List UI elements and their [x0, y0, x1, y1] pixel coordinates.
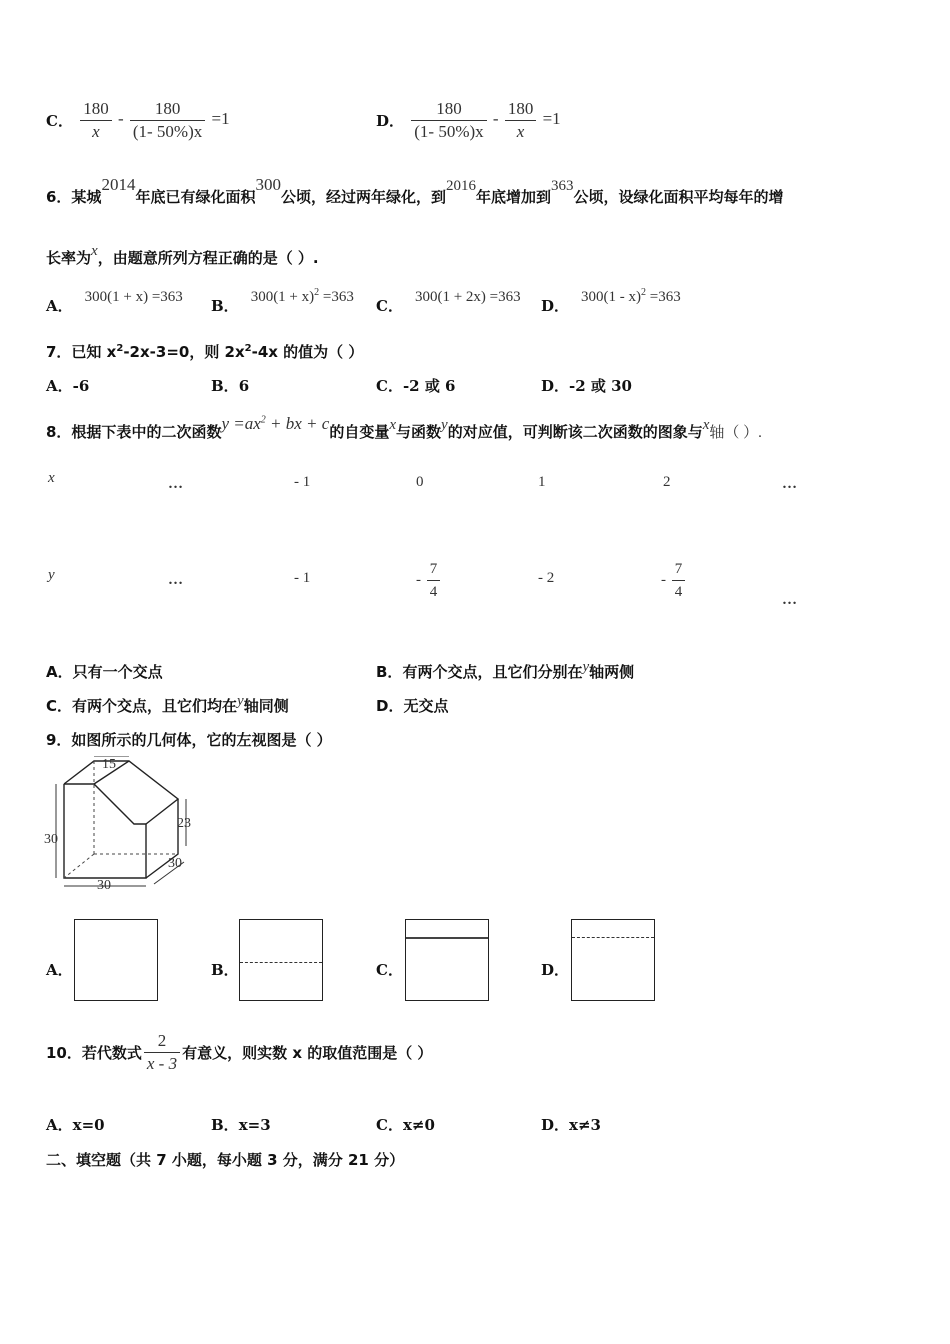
minus-sign: -	[117, 109, 124, 129]
function-expression: y =ax	[221, 414, 261, 433]
text: 有意义，则实数 x 的取值范围是（ ）	[182, 1044, 433, 1062]
option-text: 有两个交点，且它们均在	[72, 697, 238, 715]
minus-sign: -	[661, 572, 666, 588]
option-text: x=3	[238, 1116, 271, 1134]
table-cell: …	[168, 476, 183, 492]
hidden-line	[240, 962, 322, 963]
fraction-numerator: 180	[411, 98, 486, 121]
variable-x: x	[702, 417, 710, 433]
exponent: 2	[244, 343, 252, 354]
variable-x: x	[389, 417, 396, 433]
option-text: x=0	[72, 1116, 105, 1134]
equals-one: =1	[542, 109, 561, 129]
variable-y: y	[237, 693, 244, 709]
text: ，由题意所列方程正确的是（ ）.	[97, 249, 319, 267]
option-text: 6	[238, 377, 250, 395]
option-label: D．	[541, 297, 570, 315]
q10-option-b	[211, 1114, 271, 1135]
exponent: 2	[116, 343, 124, 354]
option-label: C．	[376, 377, 403, 395]
option-label: B．	[211, 1116, 239, 1134]
text: 与函数	[396, 423, 442, 441]
table-cell: 1	[538, 474, 546, 490]
q10-option-c	[376, 1114, 435, 1135]
text: 年底已有绿化面积	[135, 188, 256, 206]
area-value: 300	[255, 175, 281, 194]
q8-option-b	[376, 661, 634, 682]
variable-x: x	[91, 243, 98, 259]
q8-stem	[46, 414, 762, 442]
variable-y: y	[441, 417, 448, 433]
table-cell: - 1	[294, 474, 311, 490]
q6-option-d	[541, 285, 681, 315]
hidden-line	[572, 937, 654, 938]
option-label: C．	[376, 1116, 403, 1134]
exponent: 2	[260, 414, 266, 426]
table-cell: - 1	[294, 570, 311, 586]
q8-option-d	[376, 695, 448, 716]
exponent: 2	[641, 287, 647, 298]
q10-stem	[46, 1030, 432, 1075]
q6-option-c	[376, 285, 521, 315]
minus-sign: -	[492, 109, 499, 129]
q9-option-b-label: B．	[211, 961, 239, 979]
minus-sign: -	[416, 572, 421, 588]
q9-option-d-view	[571, 919, 655, 1001]
fraction-numerator: 180	[130, 98, 205, 121]
fraction-denominator: x	[92, 122, 100, 141]
q8-option-a	[46, 661, 163, 682]
fraction-numerator: 180	[80, 98, 112, 121]
q9-option-a-view	[74, 919, 158, 1001]
fraction-numerator: 7	[672, 558, 686, 581]
q5-option-d	[376, 98, 561, 143]
text: 7．已知 x	[46, 343, 117, 361]
text: 的自变量	[329, 423, 390, 441]
text: -2x-3=0，则 2x	[123, 343, 245, 361]
text: 公顷，经过两年绿化，到	[280, 188, 446, 206]
q10-option-d	[541, 1114, 601, 1135]
q6-stem-line1	[46, 175, 784, 207]
q7-option-b	[211, 375, 249, 396]
text: 公顷，设绿化面积平均每年的增	[573, 188, 784, 206]
equation: 300(1 - x)	[581, 289, 642, 305]
q9-option-a-label: A．	[46, 961, 73, 979]
option-text: x≠0	[402, 1116, 435, 1134]
q5-option-c	[46, 98, 230, 143]
option-text: -6	[72, 377, 90, 395]
table-cell: - 2	[538, 570, 555, 586]
equation: 300(1 + 2x) =363	[414, 289, 521, 305]
text: 8．根据下表中的二次函数	[46, 423, 222, 441]
table-cell-fraction	[416, 558, 442, 603]
variable-y: y	[582, 659, 590, 675]
table-cell: …	[782, 476, 797, 492]
q10-option-a	[46, 1114, 105, 1135]
option-label: A．	[46, 663, 73, 681]
q7-option-c	[376, 375, 456, 396]
table-cell: 2	[663, 474, 671, 490]
q9-option-c-label: C．	[376, 961, 403, 979]
area-value: 363	[550, 178, 574, 194]
visible-line	[406, 937, 488, 939]
option-text: x≠3	[569, 1116, 601, 1134]
dim-label-top: 15	[102, 757, 116, 772]
option-text: 轴同侧	[243, 697, 289, 715]
fraction-denominator: (1- 50%)x	[132, 122, 203, 141]
fraction-numerator: 180	[505, 98, 537, 121]
text: 长率为	[46, 249, 92, 267]
q6-stem-line2	[46, 243, 319, 268]
equation: 300(1 + x)	[250, 289, 315, 305]
front-face-edge	[64, 784, 146, 878]
q7-option-a	[46, 375, 89, 396]
table-x-label: x	[48, 470, 55, 486]
exponent: 2	[314, 287, 320, 298]
table-y-label: y	[48, 567, 55, 583]
q6-option-b	[211, 285, 354, 315]
option-label: C．	[46, 111, 73, 130]
fraction-denominator: 4	[429, 584, 438, 600]
option-text: -2 或 6	[402, 377, 456, 395]
section-heading: 二、填空题（共 7 小题，每小题 3 分，满分 21 分）	[46, 1151, 405, 1169]
option-label: D．	[376, 111, 405, 130]
q8-option-c	[46, 695, 289, 716]
fraction-denominator: 4	[674, 584, 683, 600]
equals-one: =1	[211, 109, 230, 129]
option-label: A．	[46, 377, 73, 395]
option-text: -2 或 30	[569, 377, 632, 395]
q6-option-a	[46, 285, 183, 315]
fraction-denominator: x - 3	[146, 1054, 178, 1073]
option-label: B．	[211, 377, 239, 395]
fraction-numerator: 7	[427, 558, 441, 581]
dim-label-depth: 30	[168, 856, 182, 871]
option-label: A．	[46, 1116, 73, 1134]
fraction-numerator: 2	[144, 1030, 180, 1053]
fraction-denominator: x	[516, 122, 525, 141]
text: 轴（ ）.	[709, 425, 762, 441]
text: 年底增加到	[475, 188, 551, 206]
q7-stem	[46, 341, 363, 362]
option-text: 无交点	[403, 697, 449, 715]
option-text: 只有一个交点	[72, 663, 163, 681]
option-label: C．	[46, 697, 73, 715]
hidden-edge	[64, 854, 94, 878]
top-face-edge	[64, 761, 178, 824]
text: 6．某城	[46, 188, 102, 206]
year-value: 2016	[445, 178, 476, 194]
option-label: D．	[541, 1116, 570, 1134]
option-label: C．	[376, 297, 403, 315]
q7-option-d	[541, 375, 632, 396]
table-cell-fraction	[661, 558, 687, 603]
option-label: B．	[211, 297, 239, 315]
q9-option-b-view	[239, 919, 323, 1001]
option-label: D．	[376, 697, 404, 715]
table-cell: …	[168, 572, 183, 588]
equation-tail: =363	[646, 289, 681, 305]
equation-tail: =363	[319, 289, 354, 305]
fraction-denominator: (1- 50%)x	[414, 122, 484, 141]
year-value: 2014	[101, 175, 136, 194]
dim-label-bottom: 30	[97, 878, 111, 893]
table-cell: …	[782, 592, 797, 608]
option-label: A．	[46, 297, 73, 315]
text: -4x 的值为（ ）	[251, 343, 364, 361]
q9-option-c-view	[405, 919, 489, 1001]
equation: 300(1 + x) =363	[84, 289, 183, 305]
option-label: B．	[376, 663, 403, 681]
q9-stem: 9．如图所示的几何体，它的左视图是（ ）	[46, 731, 332, 749]
option-label: D．	[541, 377, 570, 395]
option-text: 有两个交点，且它们分别在	[402, 663, 583, 681]
option-text: 轴两侧	[589, 663, 635, 681]
text: 10．若代数式	[46, 1044, 142, 1062]
table-cell: 0	[416, 474, 424, 490]
q9-option-d-label: D．	[541, 961, 570, 979]
dim-label-right: 23	[177, 816, 191, 831]
dim-label-left: 30	[44, 832, 58, 847]
text: 的对应值，可判断该二次函数的图象与	[447, 423, 703, 441]
function-expression: + bx + c	[265, 414, 330, 433]
